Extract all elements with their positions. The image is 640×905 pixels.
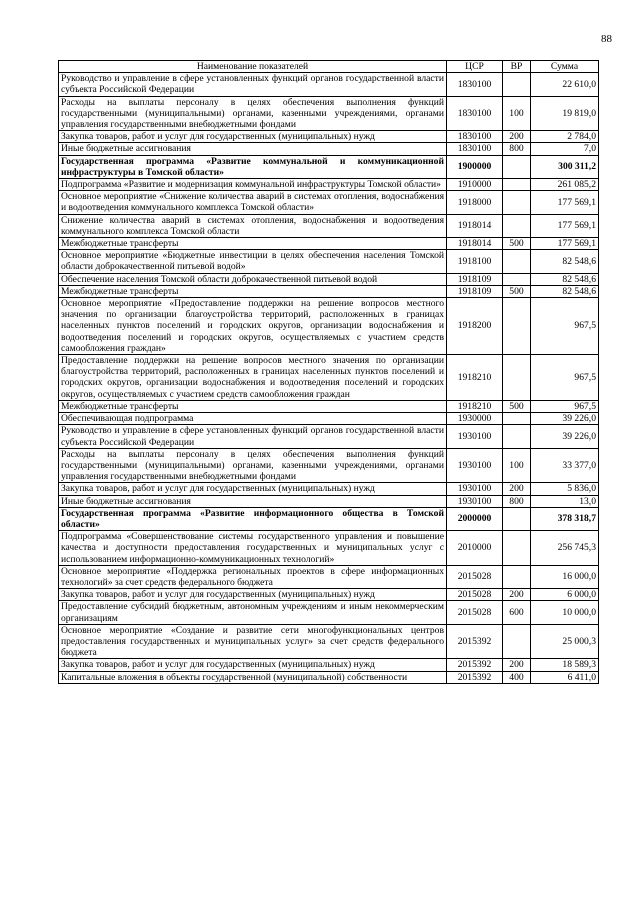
cell-vr [503,565,531,588]
table-row [59,531,599,566]
cell-csr: 1918014 [447,238,503,250]
cell-name: Основное мероприятие «Предоставление поддержки на решение вопросов местного значения по организации благоустройства территорий, расположенных в границах населенных пунктов поселений и городских округов, организации водоснабжения и водоотведения поселений и городских округов, осуществляемых с участием средств самообложения граждан» [59,298,447,355]
table-row [59,273,599,285]
cell-name: Иные бюджетные ассигнования [59,495,447,507]
cell-vr: 500 [503,400,531,412]
table-row [59,495,599,507]
cell-sum: 177 569,1 [531,214,599,237]
cell-sum: 967,5 [531,355,599,401]
cell-csr: 1930100 [447,495,503,507]
table-body [59,73,599,684]
cell-sum: 82 548,6 [531,273,599,285]
table-row [59,214,599,237]
cell-csr: 1830100 [447,96,503,131]
cell-sum: 967,5 [531,298,599,355]
cell-csr: 2015028 [447,601,503,624]
cell-sum: 261 085,2 [531,179,599,191]
table-row [59,400,599,412]
cell-name: Руководство и управление в сфере установленных функций органов государственной власти субъекта Российской Федерации [59,73,447,96]
cell-csr: 1930100 [447,483,503,495]
cell-vr [503,624,531,659]
cell-csr: 1910000 [447,179,503,191]
cell-csr: 2000000 [447,507,503,530]
cell-name: Расходы на выплаты персоналу в целях обеспечения выполнения функций государственными (муниципальными) органами, казенными учреждениями, органами управления государственными внебюджетными фондами [59,96,447,131]
cell-vr: 200 [503,589,531,601]
cell-vr [503,425,531,448]
cell-sum: 177 569,1 [531,238,599,250]
cell-vr [503,273,531,285]
cell-csr: 1930100 [447,448,503,483]
cell-name: Закупка товаров, работ и услуг для государственных (муниципальных) нужд [59,131,447,143]
cell-csr: 1930100 [447,425,503,448]
table-row [59,179,599,191]
table-row [59,507,599,530]
cell-csr: 2015028 [447,589,503,601]
page-number: 88 [601,33,612,45]
cell-sum: 256 745,3 [531,531,599,566]
table-row [59,425,599,448]
cell-sum: 16 000,0 [531,565,599,588]
table-row [59,413,599,425]
cell-vr: 400 [503,671,531,683]
header-csr: ЦСР [447,61,503,73]
cell-csr: 2010000 [447,531,503,566]
cell-csr: 2015028 [447,565,503,588]
cell-vr: 500 [503,238,531,250]
cell-vr [503,191,531,214]
table-row [59,143,599,155]
table-row [59,285,599,297]
header-name: Наименование показателей [59,61,447,73]
cell-name: Закупка товаров, работ и услуг для государственных (муниципальных) нужд [59,589,447,601]
cell-name: Предоставление поддержки на решение вопросов местного значения по организации благоустройства территорий, расположенных в границах населенных пунктов поселений и городских округов, организации водоснабжения и водоотведения поселений и городских округов, осуществляемых с участием средств самообложения граждан [59,355,447,401]
cell-name: Основное мероприятие «Снижение количества аварий в системах отопления, водоснабжения и водоотведения коммунального комплекса Томской области» [59,191,447,214]
cell-name: Обеспечивающая подпрограмма [59,413,447,425]
cell-vr: 800 [503,143,531,155]
cell-vr [503,298,531,355]
cell-vr [503,73,531,96]
cell-name: Основное мероприятие «Бюджетные инвестиции в целях обеспечения населения Томской области доброкачественной питьевой водой» [59,250,447,273]
cell-vr: 500 [503,285,531,297]
cell-sum: 6 411,0 [531,671,599,683]
cell-name: Закупка товаров, работ и услуг для государственных (муниципальных) нужд [59,483,447,495]
cell-vr: 600 [503,601,531,624]
cell-sum: 7,0 [531,143,599,155]
cell-vr: 200 [503,131,531,143]
budget-table [58,60,599,684]
cell-name: Основное мероприятие «Создание и развитие сети многофункциональных центров предоставления государственных и муниципальных услуг» за счет средств федерального бюджета [59,624,447,659]
cell-name: Подпрограмма «Развитие и модернизация коммунальной инфраструктуры Томской области» [59,179,447,191]
table-row [59,355,599,401]
cell-name: Закупка товаров, работ и услуг для государственных (муниципальных) нужд [59,659,447,671]
cell-csr: 2015392 [447,624,503,659]
cell-name: Расходы на выплаты персоналу в целях обеспечения выполнения функций государственными (муниципальными) органами, казенными учреждениями, органами управления государственными внебюджетными фондами [59,448,447,483]
cell-name: Капитальные вложения в объекты государственной (муниципальной) собственности [59,671,447,683]
table-row [59,238,599,250]
table-row [59,671,599,683]
cell-sum: 33 377,0 [531,448,599,483]
cell-name: Межбюджетные трансферты [59,400,447,412]
table-row [59,483,599,495]
cell-vr [503,413,531,425]
table-header-row [59,61,599,73]
table-row [59,73,599,96]
cell-sum: 22 610,0 [531,73,599,96]
cell-sum: 13,0 [531,495,599,507]
cell-name: Межбюджетные трансферты [59,238,447,250]
cell-sum: 18 589,3 [531,659,599,671]
cell-csr: 1918200 [447,298,503,355]
cell-csr: 1918000 [447,191,503,214]
table-row [59,96,599,131]
table-row [59,191,599,214]
cell-sum: 82 548,6 [531,285,599,297]
cell-vr [503,355,531,401]
cell-vr [503,214,531,237]
cell-vr: 200 [503,483,531,495]
cell-sum: 39 226,0 [531,425,599,448]
cell-name: Государственная программа «Развитие информационного общества в Томской области» [59,507,447,530]
cell-sum: 19 819,0 [531,96,599,131]
header-vr: ВР [503,61,531,73]
cell-sum: 5 836,0 [531,483,599,495]
cell-vr [503,531,531,566]
cell-name: Иные бюджетные ассигнования [59,143,447,155]
cell-name: Подпрограмма «Совершенствование системы государственного управления и повышение качества и доступности предоставления государственных и муниципальных услуг с использованием информационно-коммуникационных технологий» [59,531,447,566]
cell-vr [503,179,531,191]
table-row [59,448,599,483]
cell-name: Государственная программа «Развитие коммунальной и коммуникационной инфраструктуры в Томской области» [59,155,447,178]
cell-name: Предоставление субсидий бюджетным, автономным учреждениям и иным некоммерческим организациям [59,601,447,624]
table-row [59,250,599,273]
cell-vr: 100 [503,448,531,483]
table-row [59,601,599,624]
table-row [59,624,599,659]
cell-csr: 1918210 [447,400,503,412]
cell-csr: 1918100 [447,250,503,273]
cell-sum: 378 318,7 [531,507,599,530]
cell-sum: 82 548,6 [531,250,599,273]
header-sum: Сумма [531,61,599,73]
cell-csr: 1830100 [447,73,503,96]
cell-csr: 1930000 [447,413,503,425]
cell-csr: 1830100 [447,131,503,143]
cell-csr: 1918109 [447,285,503,297]
cell-csr: 1918109 [447,273,503,285]
cell-sum: 25 000,3 [531,624,599,659]
cell-sum: 967,5 [531,400,599,412]
table-row [59,131,599,143]
cell-sum: 39 226,0 [531,413,599,425]
cell-csr: 2015392 [447,671,503,683]
cell-csr: 1918210 [447,355,503,401]
cell-name: Основное мероприятие «Поддержка региональных проектов в сфере информационных технологий» за счет средств федерального бюджета [59,565,447,588]
cell-name: Обеспечение населения Томской области доброкачественной питьевой водой [59,273,447,285]
cell-sum: 177 569,1 [531,191,599,214]
cell-sum: 300 311,2 [531,155,599,178]
table-row [59,155,599,178]
cell-name: Руководство и управление в сфере установленных функций органов государственной власти субъекта Российской Федерации [59,425,447,448]
cell-csr: 2015392 [447,659,503,671]
table-row [59,298,599,355]
cell-vr [503,507,531,530]
table-row [59,659,599,671]
cell-name: Межбюджетные трансферты [59,285,447,297]
table-row [59,589,599,601]
cell-vr: 200 [503,659,531,671]
cell-csr: 1918014 [447,214,503,237]
cell-sum: 6 000,0 [531,589,599,601]
cell-name: Снижение количества аварий в системах отопления, водоснабжения и водоотведения коммунального комплекса Томской области [59,214,447,237]
table-row [59,565,599,588]
cell-csr: 1900000 [447,155,503,178]
cell-vr [503,250,531,273]
cell-vr: 100 [503,96,531,131]
cell-vr: 800 [503,495,531,507]
cell-sum: 10 000,0 [531,601,599,624]
cell-sum: 2 784,0 [531,131,599,143]
cell-vr [503,155,531,178]
cell-csr: 1830100 [447,143,503,155]
